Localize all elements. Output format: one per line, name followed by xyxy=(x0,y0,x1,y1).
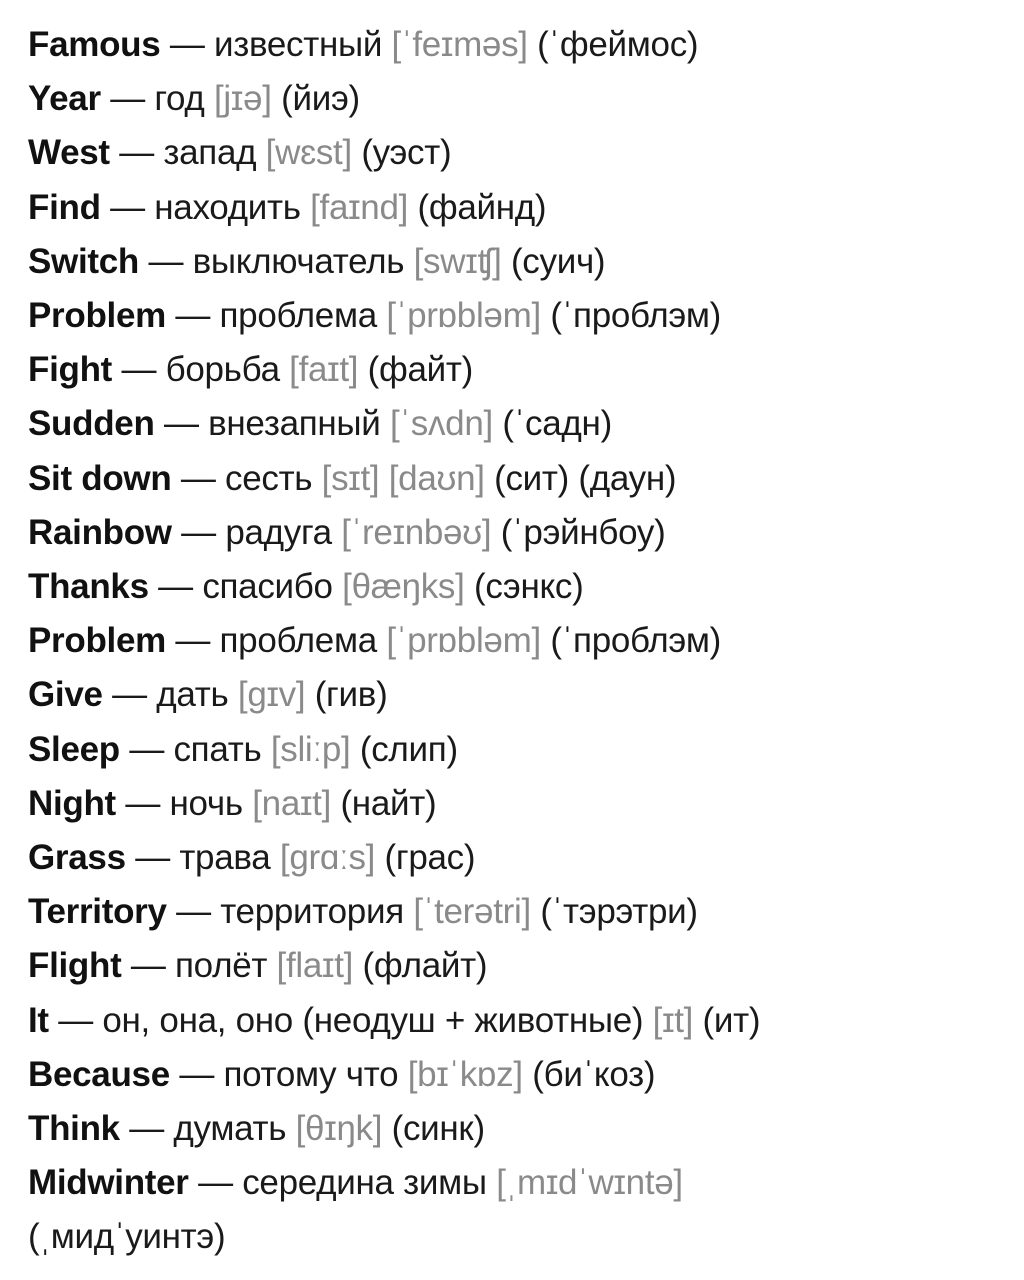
ipa-transcription: [gɪv] xyxy=(237,675,306,715)
english-word: Switch xyxy=(28,241,139,281)
vocab-entry xyxy=(28,1048,1008,1102)
ipa-transcription: [ˈprɒbləm] xyxy=(386,621,541,661)
vocab-entry xyxy=(28,939,1008,993)
dash-separator: — xyxy=(148,241,184,281)
english-word: Sit down xyxy=(28,458,172,498)
russian-pronunciation: (йиэ) xyxy=(281,79,360,119)
russian-pronunciation: (биˈкоз) xyxy=(532,1054,656,1094)
english-word: Grass xyxy=(28,838,126,878)
vocab-entry xyxy=(28,723,1008,777)
dash-separator: — xyxy=(110,79,145,119)
dash-separator: — xyxy=(175,296,211,336)
english-word: Year xyxy=(28,79,101,119)
dash-separator: — xyxy=(175,621,211,661)
ipa-transcription: [ˌmɪdˈwɪntə] xyxy=(496,1163,683,1203)
vocab-entry xyxy=(28,343,1008,397)
dash-separator: — xyxy=(158,567,193,607)
russian-translation: трава xyxy=(179,838,271,878)
vocab-entry-continuation xyxy=(28,1210,1008,1264)
russian-translation: ночь xyxy=(169,783,243,823)
russian-translation: выключатель xyxy=(192,241,405,281)
russian-pronunciation: (ˈпроблэм) xyxy=(550,296,721,336)
vocab-entry xyxy=(28,452,1008,506)
russian-translation: проблема xyxy=(219,621,377,661)
dash-separator: — xyxy=(181,512,216,552)
dash-separator: — xyxy=(112,675,147,715)
ipa-transcription: [jɪə] xyxy=(214,79,272,119)
english-word: West xyxy=(28,133,110,173)
vocab-entry xyxy=(28,289,1008,343)
dash-separator: — xyxy=(58,1000,93,1040)
english-word: Midwinter xyxy=(28,1163,189,1203)
russian-translation: год xyxy=(154,79,205,119)
vocab-entry xyxy=(28,560,1008,614)
english-word: Problem xyxy=(28,296,166,336)
vocab-entry xyxy=(28,126,1008,180)
english-word: Give xyxy=(28,675,103,715)
vocabulary-list xyxy=(28,18,1008,1265)
english-word: Territory xyxy=(28,892,167,932)
ipa-transcription: [ˈsʌdn] xyxy=(389,404,493,444)
dash-separator: — xyxy=(119,133,154,173)
dash-separator: — xyxy=(129,1109,164,1149)
ipa-transcription: [faɪnd] xyxy=(310,187,409,227)
russian-translation: он, она, оно (неодуш + животные) xyxy=(102,1000,644,1040)
dash-separator: — xyxy=(125,783,161,823)
dash-separator: — xyxy=(198,1163,233,1203)
ipa-transcription: [flaɪt] xyxy=(276,946,354,986)
vocab-entry xyxy=(28,614,1008,668)
ipa-transcription: [faɪt] xyxy=(289,350,359,390)
russian-translation: потому что xyxy=(223,1054,399,1094)
russian-pronunciation: (сэнкс) xyxy=(473,567,584,607)
dash-separator: — xyxy=(179,1054,215,1094)
ipa-transcription: [θɪŋk] xyxy=(295,1109,383,1149)
dash-separator: — xyxy=(169,25,205,64)
ipa-transcription: [naɪt] xyxy=(252,783,331,823)
english-word: It xyxy=(28,1000,49,1040)
ipa-transcription: [sɪt] [daʊn] xyxy=(321,458,485,498)
english-word: Think xyxy=(28,1109,120,1149)
dash-separator: — xyxy=(135,838,170,878)
russian-translation: проблема xyxy=(219,296,377,336)
russian-pronunciation: (ˈтэрэтри) xyxy=(540,892,698,932)
russian-translation: находить xyxy=(154,187,301,227)
vocab-entry xyxy=(28,181,1008,235)
dash-separator: — xyxy=(180,458,216,498)
english-word: Because xyxy=(28,1054,170,1094)
dash-separator: — xyxy=(129,729,165,769)
dash-separator: — xyxy=(163,404,199,444)
russian-translation: полёт xyxy=(175,946,268,986)
russian-pronunciation: (уэст) xyxy=(361,133,452,173)
english-word: Thanks xyxy=(28,567,149,607)
russian-pronunciation: (ˌмидˈуинтэ) xyxy=(28,1217,226,1257)
ipa-transcription: [wɛst] xyxy=(265,133,352,173)
english-word: Fight xyxy=(28,350,113,390)
russian-translation: запад xyxy=(163,133,257,173)
english-word: Problem xyxy=(28,621,166,661)
ipa-transcription: [ˈterətri] xyxy=(413,892,531,932)
vocab-entry xyxy=(28,506,1008,560)
english-word: Rainbow xyxy=(28,512,172,552)
russian-pronunciation: (ˈсадн) xyxy=(502,404,612,444)
ipa-transcription: [ˈfeɪməs] xyxy=(391,25,528,64)
russian-pronunciation: (ˈфеймос) xyxy=(537,25,699,64)
russian-pronunciation: (флайт) xyxy=(362,946,488,986)
russian-translation: сесть xyxy=(225,458,313,498)
english-word: Sudden xyxy=(28,404,155,444)
vocab-entry xyxy=(28,777,1008,831)
russian-pronunciation: (файт) xyxy=(367,350,473,390)
vocab-entry xyxy=(28,235,1008,289)
russian-pronunciation: (найт) xyxy=(340,783,437,823)
ipa-transcription: [ɪt] xyxy=(652,1000,694,1040)
ipa-transcription: [bɪˈkɒz] xyxy=(407,1054,523,1094)
dash-separator: — xyxy=(130,946,166,986)
vocab-entry xyxy=(28,397,1008,451)
russian-pronunciation: (синк) xyxy=(391,1109,485,1149)
vocab-entry xyxy=(28,1156,1008,1210)
russian-translation: известный xyxy=(213,25,383,64)
ipa-transcription: [ˈprɒbləm] xyxy=(386,296,541,336)
english-word: Sleep xyxy=(28,729,120,769)
russian-translation: борьба xyxy=(165,350,280,390)
russian-translation: спасибо xyxy=(202,567,333,607)
ipa-transcription: [θæŋks] xyxy=(342,567,465,607)
russian-pronunciation: (сит) (даун) xyxy=(494,458,677,498)
russian-translation: думать xyxy=(173,1109,287,1149)
vocab-entry xyxy=(28,72,1008,126)
vocab-entry xyxy=(28,885,1008,939)
ipa-transcription: [ˈreɪnbəʊ] xyxy=(341,512,492,552)
russian-translation: спать xyxy=(173,729,262,769)
english-word: Flight xyxy=(28,946,122,986)
dash-separator: — xyxy=(110,187,145,227)
english-word: Famous xyxy=(28,25,161,64)
russian-translation: дать xyxy=(156,675,229,715)
english-word: Night xyxy=(28,783,116,823)
russian-pronunciation: (ит) xyxy=(702,1000,761,1040)
ipa-transcription: [grɑːs] xyxy=(279,838,376,878)
vocab-entry xyxy=(28,18,1008,72)
ipa-transcription: [swɪʧ] xyxy=(413,241,502,281)
russian-pronunciation: (файнд) xyxy=(417,187,547,227)
english-word: Find xyxy=(28,187,101,227)
vocab-entry xyxy=(28,994,1008,1048)
russian-translation: территория xyxy=(220,892,404,932)
dash-separator: — xyxy=(121,350,157,390)
russian-pronunciation: (ˈрэйнбоу) xyxy=(500,512,666,552)
vocab-entry xyxy=(28,831,1008,885)
russian-translation: радуга xyxy=(225,512,332,552)
ipa-transcription: [sliːp] xyxy=(270,729,351,769)
russian-pronunciation: (суич) xyxy=(510,241,606,281)
dash-separator: — xyxy=(176,892,211,932)
russian-pronunciation: (ˈпроблэм) xyxy=(550,621,721,661)
vocab-entry xyxy=(28,668,1008,722)
russian-translation: середина зимы xyxy=(242,1163,487,1203)
vocab-entry xyxy=(28,1102,1008,1156)
russian-translation: внезапный xyxy=(208,404,381,444)
russian-pronunciation: (слип) xyxy=(359,729,458,769)
russian-pronunciation: (гив) xyxy=(314,675,388,715)
russian-pronunciation: (грас) xyxy=(384,838,476,878)
